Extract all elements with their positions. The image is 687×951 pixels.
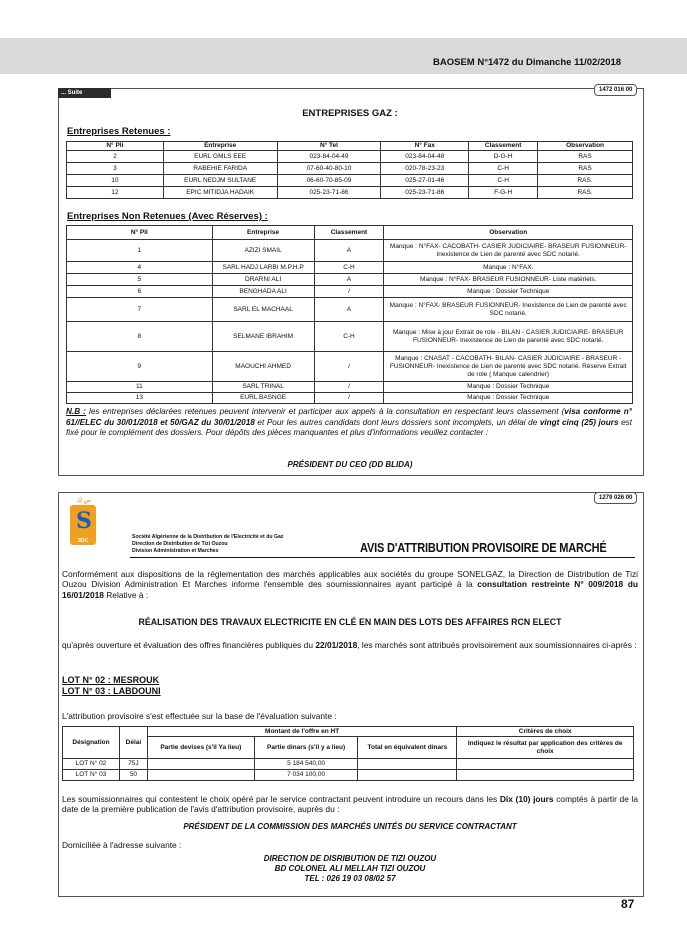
header-cell: Désignation (63, 727, 120, 759)
table-cell: 5 184 540,00 (254, 759, 358, 770)
retenues-table (66, 141, 633, 199)
sonelgaz-logo (70, 505, 96, 545)
table-cell: 13 (67, 393, 213, 404)
header-cell: Total en équivalent dinars (358, 737, 457, 759)
table-cell: 06-60-70-85-09 (277, 175, 381, 187)
object-title: RÉALISATION DES TRAVAUX ELECTRICITE EN CLÉ EN MAIN DES LOTS DES AFFAIRES RCN ELECT (138, 617, 562, 627)
header-cell: Critères de choix (457, 727, 634, 737)
nb-text: et Pour les autres candidats dont leurs dossiers sont incomplets, un délai de (254, 417, 540, 427)
issue-date: du Dimanche 11/02/2018 (509, 57, 622, 68)
non-retenues-table (66, 225, 633, 404)
table-cell: C-H (314, 262, 384, 274)
table-cell: DRARNI ALI (212, 274, 314, 286)
table-cell (457, 759, 634, 770)
page-number: 87 (621, 897, 635, 911)
table-row (63, 759, 634, 770)
company-block (132, 534, 284, 555)
table-cell (457, 770, 634, 781)
table-cell (147, 770, 254, 781)
section-title-gaz: ENTREPRISES GAZ : (302, 108, 398, 119)
table-row (67, 151, 633, 163)
table-cell: EPIC MITIDJA HADAIK (163, 187, 277, 199)
page-top-margin (0, 0, 687, 38)
table-cell: 8 (67, 322, 213, 352)
lot-03: LOT N° 03 : LABDOUNI (62, 686, 161, 696)
address-line-3: TEL : 026 19 03 08/02 57 (304, 874, 396, 883)
table-row (67, 286, 633, 298)
table-cell: 4 (67, 262, 213, 274)
reference-code: 1472 016 00 (594, 84, 637, 96)
intro-end: Relative à : (103, 589, 149, 600)
table-cell: 7 (67, 298, 213, 322)
table-cell: C-H (469, 175, 538, 187)
header-cell: Observation (384, 226, 633, 240)
table-cell: A (314, 274, 384, 286)
table-cell: 75J (119, 759, 147, 770)
table-cell: SELMANE IBRAHIM (212, 322, 314, 352)
table-row (67, 274, 633, 286)
table-cell: 07-60-40-80-10 (277, 163, 381, 175)
table-cell: LOT N° 03 (63, 770, 120, 781)
table-header-row (67, 226, 633, 240)
recours-text: comptés à partir de la date de la première publication de l'avis d'attribution provisoire, auprès du : (62, 794, 639, 815)
table-cell (358, 759, 457, 770)
company-direction: Direction de Distribution de Tizi Ouzou (132, 541, 228, 547)
header-cell: Classement (469, 142, 538, 151)
nb-delay: vingt cinq (25) jours (539, 417, 619, 427)
table-cell: RAS. (538, 175, 633, 187)
header-cell: Montant de l'offre en HT (147, 727, 456, 737)
evaluation-table (62, 726, 634, 781)
table-cell: Manque : N°FAX- CACOBATH- CASIER JUDICIAIRE- BRASEUR FUSIONNEUR- Inexistence de Lien de parenté avec SDC notarié. (384, 240, 633, 262)
table-cell: Manque : Dossier Technique (384, 382, 633, 393)
table-cell: 3 (67, 163, 164, 175)
table-cell: EURL GMLS EEE (163, 151, 277, 163)
logo-sdc: SDC (77, 538, 89, 544)
table-cell: 025-27-01-46 (381, 175, 469, 187)
table-cell: LOT N° 02 (63, 759, 120, 770)
retenues-title: Entreprises Retenues : (67, 126, 171, 137)
table-row (67, 240, 633, 262)
address-line-2: BD COLONEL ALI MELLAH TIZI OUZOU (274, 864, 426, 873)
table-row (67, 352, 633, 382)
eval-text: qu'après ouverture et évaluation des offres financières publiques du (62, 640, 316, 650)
company-name: Société Algérienne de la Distribution de l'Electricité et du Gaz (132, 534, 284, 540)
recours-text: Les soumissionnaires qui contestent le choix opéré par le service contractant peuvent introduire un recours dans les (62, 794, 500, 804)
table-cell: / (314, 286, 384, 298)
table-cell: F-G-H (469, 187, 538, 199)
table-header-row (63, 727, 634, 737)
table-cell: BENGHADA ALI (212, 286, 314, 298)
table-row (67, 262, 633, 274)
table-cell: Manque : Dossier Technique (384, 286, 633, 298)
reference-code: 1279 026 00 (594, 492, 637, 504)
nb-visa: visa conforme n° 61//ELEC du 30/01/2018 et 50/GAZ du 30/01/2018 (66, 407, 632, 427)
table-cell: / (314, 382, 384, 393)
table-cell: A (314, 240, 384, 262)
issue-header (433, 57, 621, 68)
table-header-row (67, 142, 633, 151)
header-band (0, 38, 687, 74)
table-cell: Manque : CNASAT - CACOBATH- BILAN- CASIER JUDICIAIRE - BRASEUR - FUSIONNEUR- Inexistence de Lien de parenté avec SDC notarié. Réserve Extrait de role ( Manque calendrier) (384, 352, 633, 382)
table-row (67, 298, 633, 322)
table-cell: 023-84-04-48 (381, 151, 469, 163)
consultation-ref: consultation restreinte N° 009/2018 du 16/01/2018 (62, 579, 638, 600)
evaluation-paragraph (62, 640, 638, 650)
table-row (67, 163, 633, 175)
eval-text: , les marchés sont attribués provisoirement aux soumissionnaires ci-après : (357, 640, 637, 650)
table-cell: Manque : N°FAX- BRASEUR FUSIONNEUR- Inexistence de Lien de parenté avec SDC notarié. (384, 298, 633, 322)
table-row (67, 322, 633, 352)
table-cell: C-H (469, 163, 538, 175)
table-cell: Manque : N°FAX. (384, 262, 633, 274)
recours-delay: Dix (10) jours (499, 794, 554, 804)
table-cell: SARL HADJ LARBI M.P.H.P (212, 262, 314, 274)
header-cell: Entreprise (212, 226, 314, 240)
header-cell: Observation (538, 142, 633, 151)
table-cell: 025-23-71-86 (277, 187, 381, 199)
table-cell: SARL TRINAL (212, 382, 314, 393)
president-commission: PRÉSIDENT DE LA COMMISSION DES MARCHÉS UNITÉS DU SERVICE CONTRACTANT (183, 822, 517, 831)
header-cell: Partie devises (s'il Ya lieu) (147, 737, 254, 759)
table-cell: EURL NEDJM SULTANE (163, 175, 277, 187)
header-cell: N° Pli (67, 226, 213, 240)
table-cell: EURL BASNGE (212, 393, 314, 404)
table-row (63, 770, 634, 781)
non-retenues-title: Entreprises Non Retenues (Avec Réserves) : (67, 211, 268, 222)
table-row (67, 187, 633, 199)
suite-label: ... Suite (58, 88, 111, 98)
table-cell: 1 (67, 240, 213, 262)
table-cell: 50 (119, 770, 147, 781)
table-cell: 023-84-04-49 (277, 151, 381, 163)
nb-label: N.B : (66, 407, 86, 416)
table-cell (358, 770, 457, 781)
attribution-text: L'attribution provisoire s'est effectuée sur la base de l'évaluation suivante : (62, 711, 337, 721)
table-cell: MAOUCHI AHMED (212, 352, 314, 382)
header-cell: Indiquez le résultat par application des critères de choix (457, 737, 634, 759)
table-cell: Manque : Dossier Technique (384, 393, 633, 404)
eval-date: 22/01/2018 (315, 640, 358, 650)
table-cell: / (314, 393, 384, 404)
table-cell: 10 (67, 175, 164, 187)
table-cell: Manque : N°FAX- BRASEUR FUSIONNEUR- Liste matériels. (384, 274, 633, 286)
table-cell: C-H (314, 322, 384, 352)
logo-arabic-text: س ك (77, 498, 91, 504)
nb-text: les entreprises déclarées retenues peuvent intervenir et participer aux appels à la consultation en respectant leurs classement ( (85, 407, 565, 416)
header-cell: N° Pli (67, 142, 164, 151)
table-cell: 2 (67, 151, 164, 163)
nb-text: est fixé pour le complément des dossiers. Pour dépôts des pièces manquantes et plus d'informations veuillez contacter : (66, 417, 633, 437)
header-cell: Partie dinars (s'il y a lieu) (254, 737, 358, 759)
table-row (67, 382, 633, 393)
table-cell: Manque : Mise à jour Extrait de role - BILAN - CASIER JUDICIAIRE- BRASEUR FUSIONNEUR- Inexistence de Lien de parenté avec SDC notarié. (384, 322, 633, 352)
lot-02: LOT N° 02 : MESROUK (62, 675, 160, 685)
table-cell: 020-78-23-23 (381, 163, 469, 175)
table-cell: RABEHIE FARIDA (163, 163, 277, 175)
intro-text: Conformément aux dispositions de la réglementation des marchés applicables aux sociétés du groupe SONELGAZ, la Direction de Distribution de Tizi Ouzou Division Administration Et Marches informe l'ensemble des soumissionnaires ayant participé à la (62, 569, 638, 590)
table-cell: / (314, 352, 384, 382)
logo-letter: S (76, 508, 92, 534)
table-cell: RAS (538, 151, 633, 163)
table-cell: 6 (67, 286, 213, 298)
table-cell: SARL EL MACHAAL (212, 298, 314, 322)
table-cell: 9 (67, 352, 213, 382)
domicile-text: Domiciliée à l'adresse suivante : (62, 840, 182, 850)
table-cell: 12 (67, 187, 164, 199)
nb-note (66, 407, 632, 439)
table-cell: 7 034 100,00 (254, 770, 358, 781)
header-cell: N° Fax (381, 142, 469, 151)
header-cell: Entreprise (163, 142, 277, 151)
table-row (67, 393, 633, 404)
table-cell: 5 (67, 274, 213, 286)
table-cell: 11 (67, 382, 213, 393)
issue-number: BAOSEM N°1472 (433, 57, 510, 68)
table-cell: 025-23-71-86 (381, 187, 469, 199)
header-cell: Classement (314, 226, 384, 240)
recours-paragraph (62, 794, 638, 815)
header-cell: N° Tel (277, 142, 381, 151)
table-cell: D-G-H (469, 151, 538, 163)
header-cell: Délai (119, 727, 147, 759)
table-cell: RAS. (538, 187, 633, 199)
title-underline (130, 557, 635, 558)
table-cell (147, 759, 254, 770)
table-row (67, 175, 633, 187)
intro-paragraph (62, 569, 638, 600)
table-header-row (63, 737, 634, 759)
signature-ceo: PRÉSIDENT DU CEO (DD BLIDA) (287, 460, 413, 469)
address-line-1: DIRECTION DE DISRIBUTION DE TIZI OUZOU (263, 854, 437, 863)
table-cell: RAS (538, 163, 633, 175)
avis-title: AVIS D'ATTRIBUTION PROVISOIRE DE MARCHÉ (360, 541, 607, 555)
table-cell: A (314, 298, 384, 322)
company-division: Division Administration et Marches (132, 548, 219, 554)
table-cell: AZIZI SMAIL (212, 240, 314, 262)
